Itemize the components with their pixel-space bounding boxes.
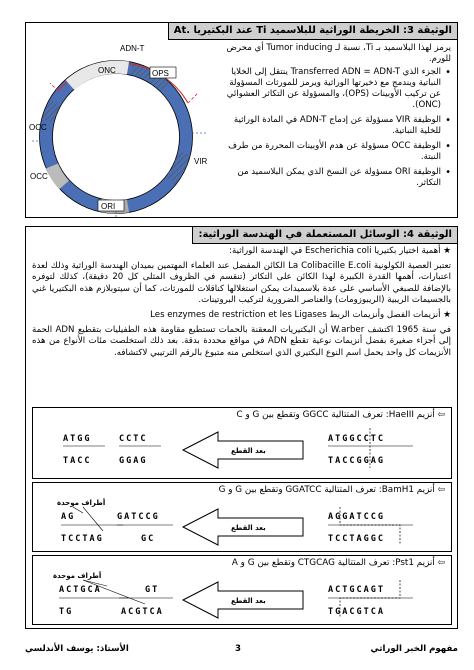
doc3-title-suffix: عند البكتيريا <box>193 25 253 36</box>
haeiii-before-bottom: TACCGGAG <box>328 456 385 466</box>
pst1-right-bottom: ACGTCA <box>121 607 164 617</box>
doc3-title-prefix: الوثيقة 3: الخريطة الوراثية للبلاسميد <box>269 25 452 36</box>
bamh1-sticky-label: أطراف موحدة <box>57 499 106 507</box>
bamh1-left-top: AG <box>61 512 76 522</box>
footer-page-number: 3 <box>235 644 241 654</box>
document-4-box <box>25 226 458 629</box>
doc3-title-at: At. <box>173 25 191 36</box>
doc3-bullet: • الوظيفة VIR مسؤولة عن إدماج ADN-T في المادة الوراثية للخلية النباتية. <box>219 115 451 137</box>
enzyme-haeiii-diagram <box>33 408 453 480</box>
footer-teacher: الأستاذ: يوسف الأندلسي <box>25 644 129 654</box>
enzyme-pst1-diagram <box>33 556 453 626</box>
page-footer <box>25 644 458 658</box>
adnt-label: ADN-T <box>120 44 145 53</box>
ops-label: OPS <box>152 69 169 78</box>
bamh1-right-bottom: GC <box>141 534 156 544</box>
pst1-sticky-label: أطراف موحدة <box>53 572 102 580</box>
document-3-box <box>25 22 458 218</box>
vir-segment <box>170 153 184 181</box>
plasmid-map-diagram <box>28 41 218 217</box>
enzyme-haeiii-heading: ⇦ أنزيم HaeIII: تعرف المتتالية GGCC وتقطع بين G و C <box>236 410 445 420</box>
haeiii-left-bottom: TACC <box>63 456 92 466</box>
doc3-bullet: • الوظيفة ORI مسؤولة عن النسخ الذي يمكن البلاسميد من التكاثر. <box>219 167 451 189</box>
onc-label: ONC <box>98 66 116 75</box>
enzyme-bamh1-diagram <box>33 483 453 553</box>
enzyme-pst1-panel <box>32 555 452 625</box>
bamh1-right-top: GATCCG <box>117 512 160 522</box>
haeiii-right-bottom: GGAG <box>119 456 148 466</box>
doc3-bullet: • الجزء الذي Transferred ADN = ADN-T ينتقل إلى الخلايا النباتية ويندمج مع ذخيرتها الوراثية ويرمز للمورثات المسؤولة عن تركيب الأوبينات (OPS)، والمسؤولة عن التكاثر العشوائي (ONC). <box>219 67 451 111</box>
pst1-left-top: ACTGCA <box>59 585 102 595</box>
footer-chapter-title: مفهوم الخبر الوراثي <box>370 644 458 654</box>
pst1-left-bottom: TG <box>59 607 74 617</box>
bamh1-before-top: AGGATCCG <box>328 512 385 522</box>
doc4-enzymes-body: في سنة 1965 اكتشف W.arber أن البكتيريات المعقنة بالحمات تستطيع مقاومة هذه الطفيليات بتقطيع ADN الحمة إلى أجزاء صغيرة بفضل أنزيمات نوعية تقطع ADN في مواقع محددة بدقة. بعد ذلك استخلصت مئات الأنواع من هذه الأنزيمات كل واحد يحمل اسم النوع البكتيري الذي استخلص منه متبوع بالرقم الترتيبي لاكتشافه. <box>32 325 451 358</box>
occ-bottom-segment <box>52 166 64 185</box>
haeiii-right-top: CCTC <box>119 434 148 444</box>
doc4-ecoli-heading: ★ أهمية اختيار بكتيريا Escherichia coli في الهندسة الوراثية: <box>229 246 451 256</box>
haeiii-before-top: ATGGCCTC <box>328 434 385 444</box>
ori-label: ORI <box>101 202 116 211</box>
enzyme-haeiii-panel <box>32 407 452 479</box>
document-3-title <box>168 23 457 40</box>
haeiii-arrow-label: بعد القطع <box>231 447 266 455</box>
occ-top-segment <box>48 103 56 121</box>
bamh1-arrow-label: بعد القطع <box>231 524 266 532</box>
enzyme-bamh1-panel <box>32 482 452 552</box>
document-3-text <box>219 43 451 193</box>
enzyme-bamh1-heading: ⇦ أنزيم BamH1: تعرف المتتالية GGATCC وتقطع بين G و G <box>218 485 445 495</box>
doc4-ecoli-body: تعتبر العصية الكولونية La Colibacille E.coli الكائن المفضل عند العلماء المهتمين بميدان الهندسة الوراثية وذلك لعدة اعتبارات، أهمها القدرة الكبيرة لهذا الكائن على التكاثر (تنقسم في الظروف المثلى كل 20 دقيقة)، كذلك لتوفره بالإضافة للصبغي الأساسي على عدة بلاسميدات يمكن استغلالها كناقلات للمورثات، كما أن سيتوبلازم هذه البكتيريا غني بالجسيمات الريبية (الريبوزومات) والعناصر الضرورية لتركيب البروتينات. <box>32 261 451 305</box>
document-4-text <box>32 246 451 363</box>
doc3-bullet: • الوظيفة OCC مسؤولة عن هدم الأوبينات المحررة من طرف النبتة. <box>219 141 451 163</box>
doc4-enzymes-heading: ★ أنزيمات الفصل وأنزيمات الربط Les enzymes de restriction et les Ligases <box>150 310 451 321</box>
bamh1-left-bottom: TCCTAG <box>61 534 104 544</box>
doc3-intro: يرمز لهذا البلاسميد بـ Ti، نسبة لـ Tumor inducing أي محرض للورم. <box>226 43 451 64</box>
vir-label: VIR <box>194 157 208 166</box>
bamh1-before-bottom: TCCTAGGC <box>328 534 385 544</box>
pst1-before-bottom: TGACGTCA <box>328 607 385 617</box>
doc3-bullet-list <box>219 67 451 189</box>
pst1-arrow-label: بعد القطع <box>231 597 266 605</box>
occ-bottom-label: OCC <box>30 172 48 181</box>
haeiii-left-top: ATGG <box>63 434 92 444</box>
pst1-before-top: ACTGCAGT <box>328 585 385 595</box>
pst1-right-top: GT <box>145 585 160 595</box>
document-4-title: الوثيقة 4: الوسائل المستعملة في الهندسة الوراثية: <box>192 227 457 244</box>
occ-top-label: OCC <box>29 123 47 132</box>
doc3-title-ti: Ti <box>256 25 267 36</box>
enzyme-pst1-heading: ⇦ أنزيم Pst1: تعرف المتتالية CTGCAG وتقطع بين G و A <box>231 558 445 568</box>
